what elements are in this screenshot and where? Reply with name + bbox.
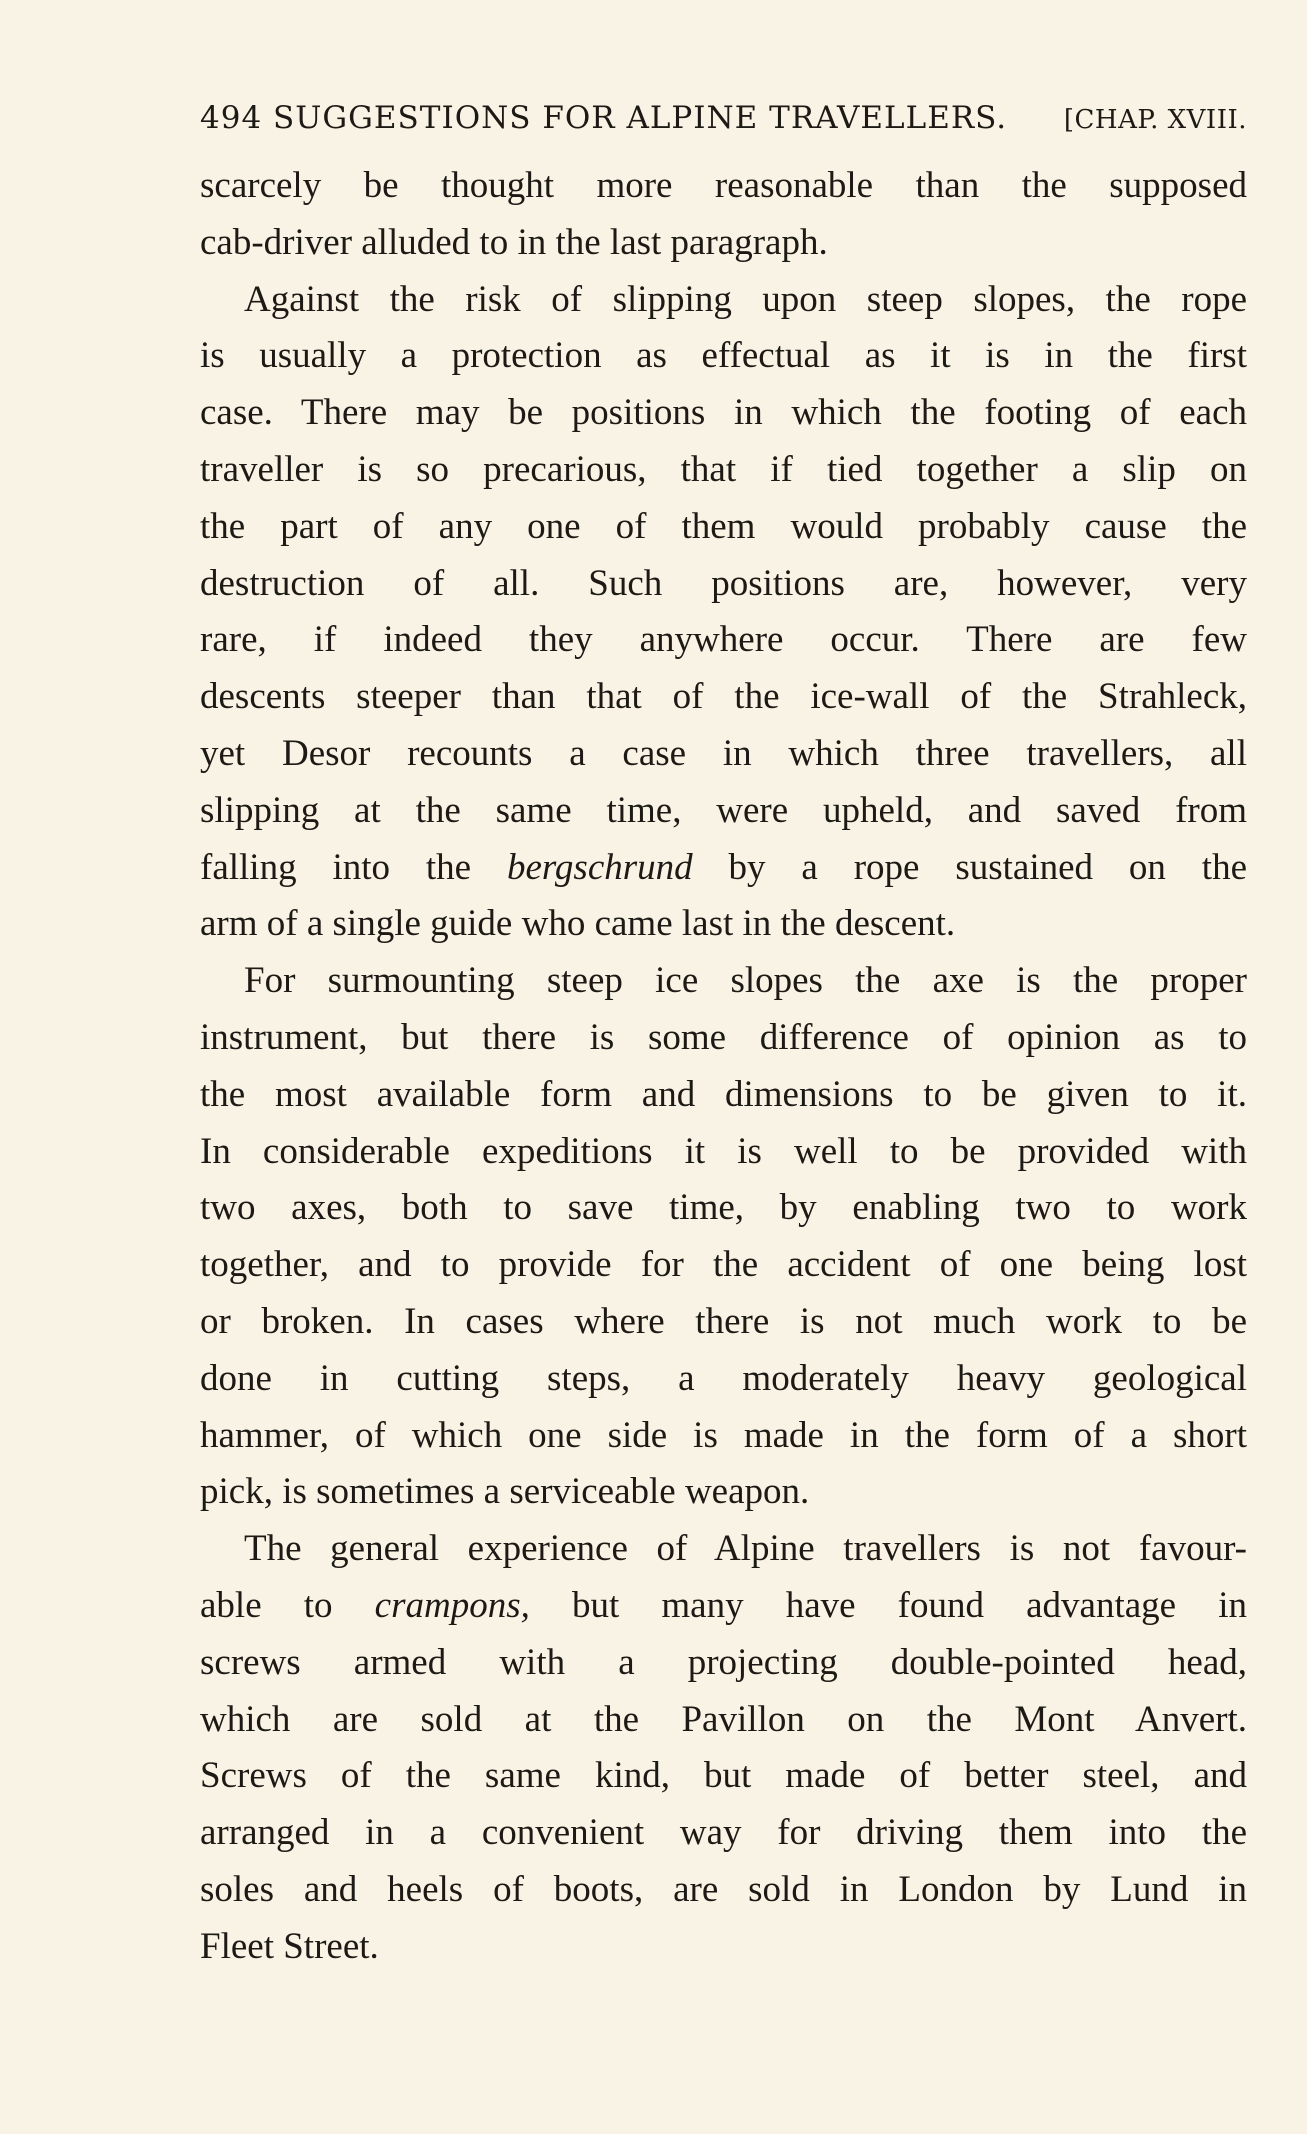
text-line: instrument, but there is some difference of opinion as to <box>200 1016 1247 1058</box>
text-line: case. There may be positions in which the footing of each <box>200 392 1247 434</box>
text-line: slipping at the same time, were upheld, and saved from <box>200 789 1247 831</box>
text-line: pick, is sometimes a serviceable weapon. <box>200 1471 810 1513</box>
page-body <box>200 158 1247 1976</box>
text-line: Fleet Street. <box>200 1925 379 1967</box>
text-line: scarcely be thought more reasonable than the supposed <box>200 165 1247 206</box>
text-line: rare, if indeed they anywhere occur. There are few <box>200 619 1247 661</box>
paragraph-4 <box>200 1521 1247 1975</box>
page-number-and-title <box>200 100 1007 136</box>
text-line: In considerable expeditions it is well to be provided with <box>200 1130 1247 1172</box>
text-line: soles and heels of boots, are sold in London by Lund in <box>200 1868 1247 1910</box>
text-line-with-italic <box>200 1578 1247 1635</box>
text-line: traveller is so precarious, that if tied together a slip on <box>200 448 1247 490</box>
text-line: is usually a protection as effectual as it is in the first <box>200 335 1247 377</box>
text-line: The general experience of Alpine travellers is not favour- <box>244 1528 1247 1570</box>
text-line: the part of any one of them would probably cause the <box>200 505 1247 547</box>
book-page <box>200 100 1247 1976</box>
text-line: Against the risk of slipping upon steep slopes, the rope <box>244 278 1247 320</box>
italic-term-crampons: crampons, <box>374 1584 530 1626</box>
text-line: which are sold at the Pavillon on the Mont Anvert. <box>200 1698 1247 1740</box>
chapter-marker: [CHAP. XVIII. <box>1063 105 1247 135</box>
text-line: Screws of the same kind, but made of better steel, and <box>200 1755 1247 1797</box>
text-line: together, and to provide for the accident of one being lost <box>200 1244 1247 1286</box>
text-fragment: but many have found advantage in <box>529 1584 1247 1626</box>
text-line: arm of a single guide who came last in the descent. <box>200 903 956 945</box>
paragraph-1 <box>200 158 1247 272</box>
text-line: descents steeper than that of the ice-wall of the Strahleck, <box>200 676 1247 718</box>
text-line: arranged in a convenient way for driving them into the <box>200 1812 1247 1854</box>
text-line: yet Desor recounts a case in which three travellers, all <box>200 732 1247 774</box>
text-line: destruction of all. Such positions are, however, very <box>200 562 1247 604</box>
running-title: SUGGESTIONS FOR ALPINE TRAVELLERS. <box>273 100 1008 136</box>
text-line-with-italic <box>200 840 1247 897</box>
text-line: cab-driver alluded to in the last paragraph. <box>200 221 828 263</box>
text-fragment: able to <box>200 1584 375 1626</box>
italic-term-bergschrund: bergschrund <box>506 846 693 888</box>
text-fragment: by a rope sustained on the <box>692 846 1247 888</box>
text-line: For surmounting steep ice slopes the axe is the proper <box>244 960 1247 1002</box>
paragraph-2 <box>200 272 1247 954</box>
text-line: two axes, both to save time, by enabling two to work <box>200 1187 1247 1229</box>
text-fragment: falling into the <box>200 846 507 888</box>
text-line: screws armed with a projecting double-pointed head, <box>200 1641 1247 1683</box>
page-number: 494 <box>200 100 263 136</box>
paragraph-3 <box>200 953 1247 1521</box>
text-line: or broken. In cases where there is not much work to be <box>200 1300 1247 1342</box>
text-line: the most available form and dimensions to be given to it. <box>200 1073 1247 1115</box>
running-header <box>200 100 1247 136</box>
text-line: hammer, of which one side is made in the form of a short <box>200 1414 1247 1456</box>
text-line: done in cutting steps, a moderately heavy geological <box>200 1357 1247 1399</box>
